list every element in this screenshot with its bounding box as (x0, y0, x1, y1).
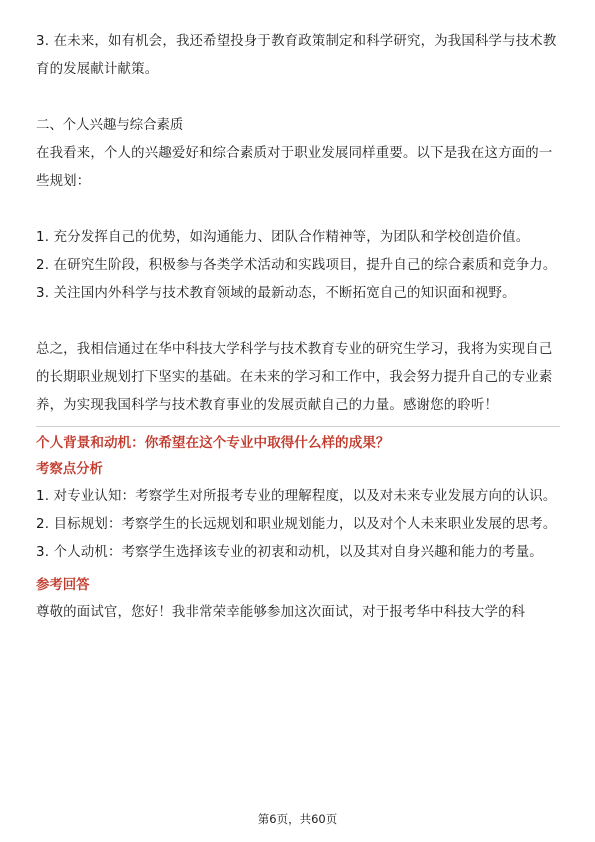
plan-item-3: 3. 在未来，如有机会，我还希望投身于教育政策制定和科学研究，为我国科学与技术教育的发展献计献策。 (36, 34, 557, 77)
analysis-heading: 考察点分析 (36, 462, 103, 477)
section-divider (36, 426, 560, 427)
section-intro: 在我看来，个人的兴趣爱好和综合素质对于职业发展同样重要。以下是我在这方面的一些规划： (36, 146, 553, 189)
section-heading: 二、个人兴趣与综合素质 (36, 118, 184, 133)
question-title: 个人背景和动机：你希望在这个专业中取得什么样的成果？ (36, 435, 390, 451)
page-number: 第6页，共60页 (257, 812, 338, 826)
list-item: 1. 充分发挥自己的优势，如沟通能力、团队合作精神等，为团队和学校创造价值。 (36, 230, 530, 245)
analysis-item: 1. 对专业认知：考察学生对所报考专业的理解程度，以及对未来专业发展方向的认识。 (36, 489, 557, 504)
document-page (36, 28, 560, 627)
conclusion-paragraph: 总之，我相信通过在华中科技大学科学与技术教育专业的研究生学习，我将为实现自己的长期职业规划打下坚实的基础。在未来的学习和工作中，我会努力提升自己的专业素养，为实现我国科学与技术教育事业的发展贡献自己的力量。感谢您的聆听！ (36, 342, 553, 413)
spacer (36, 308, 560, 336)
spacer (36, 84, 560, 112)
answer-text: 尊敬的面试官，您好！我非常荣幸能够参加这次面试，对于报考华中科技大学的科 (36, 605, 526, 620)
list-item: 3. 关注国内外科学与技术教育领域的最新动态，不断拓宽自己的知识面和视野。 (36, 286, 516, 301)
list-item: 2. 在研究生阶段，积极参与各类学术活动和实践项目，提升自己的综合素质和竞争力。 (36, 258, 557, 273)
analysis-item: 2. 目标规划：考察学生的长远规划和职业规划能力，以及对个人未来职业发展的思考。 (36, 517, 557, 532)
analysis-item: 3. 个人动机：考察学生选择该专业的初衷和动机，以及其对自身兴趣和能力的考量。 (36, 545, 543, 560)
spacer (36, 196, 560, 224)
answer-heading: 参考回答 (36, 578, 90, 593)
